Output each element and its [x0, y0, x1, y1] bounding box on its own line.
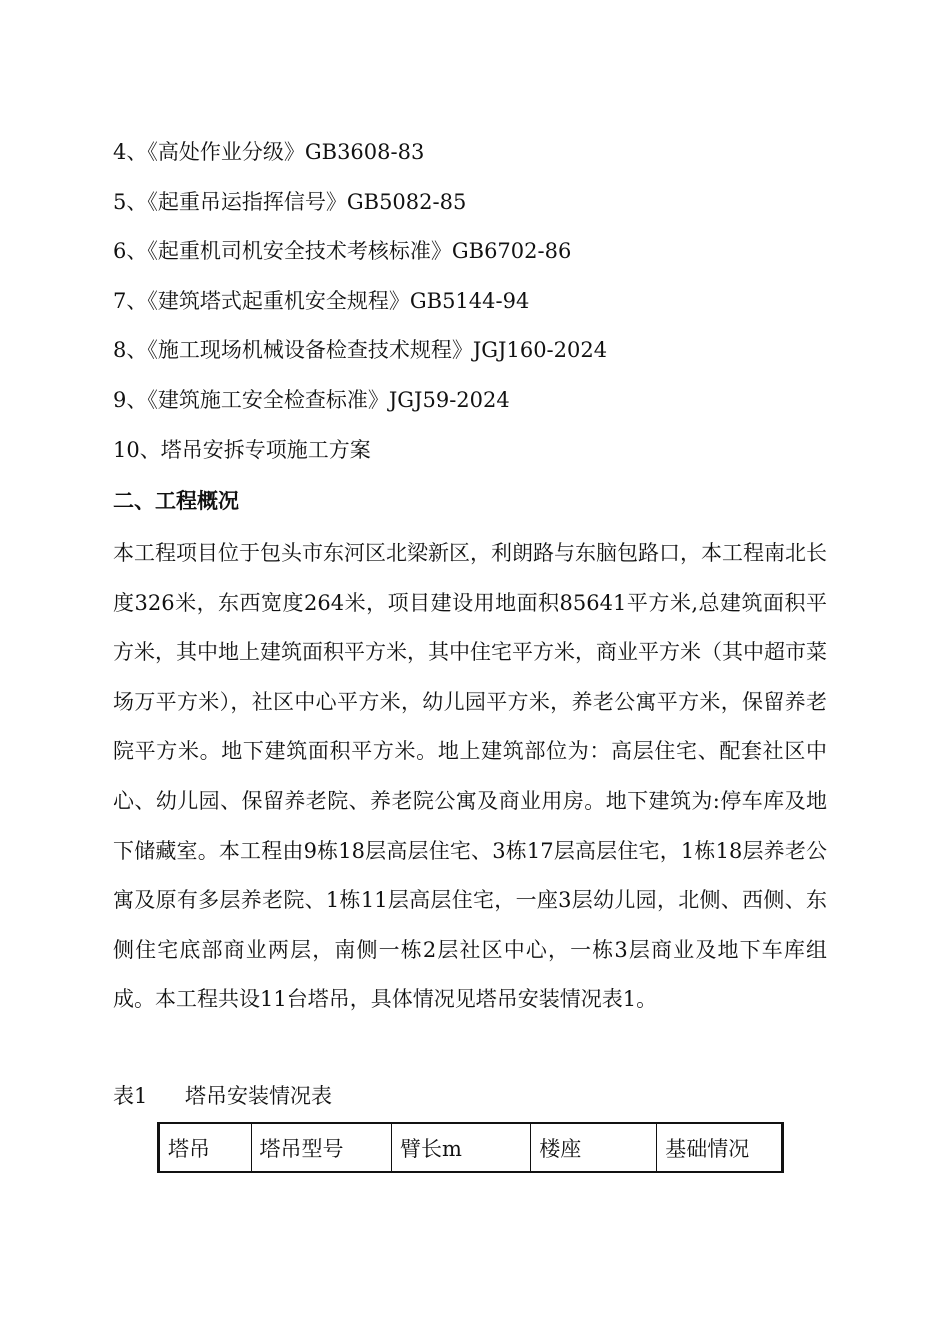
table-caption-number: 表1: [113, 1084, 148, 1108]
crane-installation-table: [157, 1122, 784, 1173]
reference-item: 5、《起重吊运指挥信号》GB5082-85: [113, 189, 467, 214]
reference-item: 4、《高处作业分级》GB3608-83: [113, 140, 425, 164]
table-caption: [113, 1076, 332, 1116]
column-header-jib-length: 臂长m: [392, 1123, 531, 1172]
reference-item: 6、《起重机司机安全技术考核标准》GB6702-86: [113, 239, 572, 264]
column-header-foundation: 基础情况: [657, 1123, 783, 1172]
reference-item: 9、《建筑施工安全检查标准》JGJ59-2024: [113, 387, 510, 412]
column-header-building: 楼座: [531, 1123, 657, 1172]
reference-item: 10、塔吊安拆专项施工方案: [113, 437, 371, 462]
reference-list: [113, 130, 843, 477]
section-heading: 二、工程概况: [113, 488, 239, 513]
reference-item: 8、《施工现场机械设备检查技术规程》JGJ160-2024: [113, 338, 608, 363]
reference-item: 7、《建筑塔式起重机安全规程》GB5144-94: [113, 288, 530, 313]
table-header-row: [159, 1123, 783, 1172]
table-caption-title: 塔吊安装情况表: [185, 1084, 332, 1108]
column-header-crane: 塔吊: [159, 1123, 252, 1172]
column-header-crane-model: 塔吊型号: [251, 1123, 391, 1172]
project-overview-paragraph: 本工程项目位于包头市东河区北梁新区，利朗路与东脑包路口，本工程南北长度326米，东西宽度264米，项目建设用地面积85641平方米,总建筑面积平方米，其中地上建筑面积平方米，其中住宅平方米，商业平方米（其中超市菜场万平方米），社区中心平方米，幼儿园平方米，养老公寓平方米，保留养老院平方米。地下建筑面积平方米。地上建筑部位为：高层住宅、配套社区中心、幼儿园、保留养老院、养老院公寓及商业用房。地下建筑为:停车库及地下储藏室。本工程由9栋18层高层住宅、3栋17层高层住宅，1栋18层养老公寓及原有多层养老院、1栋11层高层住宅，一座3层幼儿园，北侧、西侧、东侧住宅底部商业两层，南侧一栋2层社区中心，一栋3层商业及地下车库组成。本工程共设11台塔吊，具体情况见塔吊安装情况表1。: [113, 541, 827, 1012]
